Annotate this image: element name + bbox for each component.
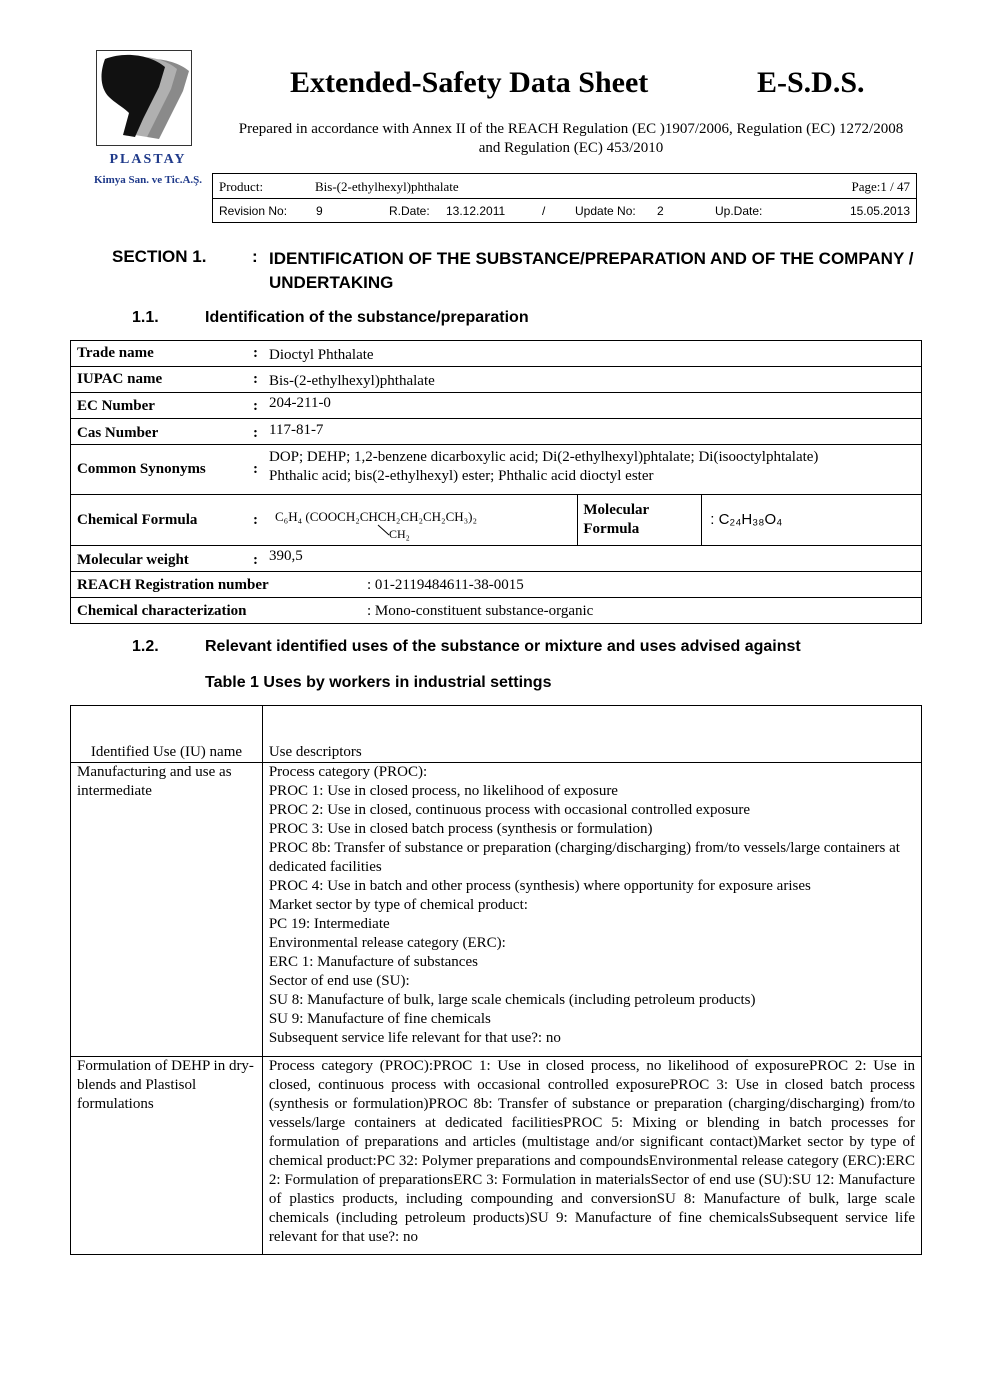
formula-main: C₆H₄ (COOCH₂CHCH₂CH₂CH₂CH₃)₂ — [275, 508, 478, 524]
use-descriptor-line: ERC 1: Manufacture of substances — [268, 954, 478, 970]
formula-branch: CH₂ — [389, 526, 410, 541]
rdate-label: R.Date: — [389, 204, 430, 218]
table-1-caption: Table 1 Uses by workers in industrial settings — [205, 674, 552, 691]
use-descriptor-line: Sector of end use (SU): — [268, 973, 410, 989]
uses-table — [70, 705, 922, 1255]
row-colon: : — [253, 397, 258, 414]
row-colon: : — [253, 424, 258, 441]
section-title: IDENTIFICATION OF THE SUBSTANCE/PREPARATION AND OF THE COMPANY / UNDERTAKING — [269, 249, 914, 292]
logo-name: PLASTAY — [109, 152, 187, 167]
row-colon: : — [253, 344, 258, 361]
column-header-iu-name: Identified Use (IU) name — [90, 744, 243, 760]
iupac-value: Bis-(2-ethylhexyl)phthalate — [269, 372, 435, 389]
section-label: SECTION 1. — [112, 247, 207, 266]
logo-subtitle: Kimya San. ve Tic.A.Ş. — [93, 174, 203, 186]
use-descriptor-text: Process category (PROC):PROC 1: Use in closed process, no likelihood of exposurePROC 2: Use in closed, continuous process with occasional controlled exposurePROC 3: Use in closed batch process (synthesis or formulation)PROC 8b: Transfer of substance or preparation (charging/discharging) from/to vessels/large containers at dedicated facilitiesPROC 5: Mixing or blending in batch processes for formulation of preparations and articles (multistage and/or significant contact)Market sector by type of chemical product:PC 32: Polymer preparations and compoundsEnvironmental release category (ERC):ERC 2: Formulation of preparationsERC 3: Formulation in materialsSector of end use (SU):SU 12: Manufacture of plastics products, including compounding and conversionSU 8: Manufacture of bulk, large scale chemicals (including petroleum products)SU 9: Manufacture of fine chemicalsSubsequent service life relevant for that use?: no — [268, 1058, 915, 1245]
use-descriptor-line: PROC 4: Use in batch and other process (synthesis) where opportunity for exposure arises — [268, 878, 811, 894]
row-colon: : — [253, 370, 258, 387]
table-row — [71, 341, 922, 367]
synonyms-line-2: Phthalic acid; bis(2-ethylhexyl) ester; Phthalic acid dioctyl ester — [269, 467, 654, 484]
use-descriptor-list — [269, 763, 915, 1048]
document-title: Extended-Safety Data Sheet — [290, 66, 649, 99]
molecular-weight-value: 390,5 — [269, 547, 303, 564]
use-descriptor-line: Subsequent service life relevant for that use?: no — [268, 1030, 561, 1046]
subsection-1-1-title: Identification of the substance/preparation — [205, 309, 529, 326]
characterization-value: : Mono-constituent substance-organic — [367, 602, 594, 619]
characterization-label: Chemical characterization — [77, 602, 247, 619]
use-descriptor-line: SU 9: Manufacture of fine chemicals — [268, 1011, 491, 1027]
page-number: Page:1 / 47 — [851, 179, 910, 194]
cas-number-value: 117-81-7 — [269, 421, 324, 438]
update-value: 2 — [657, 204, 664, 218]
ec-number-value: 204-211-0 — [269, 394, 331, 411]
ec-number-label: EC Number — [77, 397, 155, 414]
identification-table — [70, 340, 922, 624]
table-row — [71, 1057, 922, 1255]
molecular-formula-label: Molecular Formula — [583, 501, 649, 537]
revision-row — [213, 199, 916, 223]
product-row — [213, 174, 916, 199]
company-logo — [96, 50, 192, 146]
subsection-1-1-number: 1.1. — [132, 309, 159, 326]
product-value: Bis-(2-ethylhexyl)phthalate — [315, 179, 459, 194]
table-row — [71, 763, 922, 1057]
use-descriptor-line: PROC 8b: Transfer of substance or preparation (charging/discharging) from/to vessels/large containers at dedicated facilities — [268, 840, 900, 875]
reach-label: REACH Registration number — [77, 576, 269, 593]
table-row — [71, 419, 922, 445]
table-row — [71, 495, 922, 546]
use-descriptor-line: PROC 2: Use in closed, continuous process with occasional controlled exposure — [268, 802, 751, 818]
cas-number-label: Cas Number — [77, 424, 159, 441]
date-separator: / — [542, 204, 546, 218]
trade-name-label: Trade name — [77, 344, 154, 361]
subsection-1-2-title: Relevant identified uses of the substance or mixture and uses advised against — [205, 638, 801, 655]
revision-value: 9 — [316, 204, 323, 218]
product-header-table — [212, 173, 917, 223]
reach-value: : 01-2119484611-38-0015 — [367, 576, 524, 593]
update-label: Update No: — [575, 204, 636, 218]
row-colon: : — [253, 511, 258, 528]
table-header-row — [71, 706, 922, 763]
formula-label: Chemical Formula — [77, 511, 198, 528]
molecular-weight-label: Molecular weight — [77, 551, 189, 568]
use-descriptor-line: Process category (PROC): — [268, 764, 428, 780]
trade-name-value: Dioctyl Phthalate — [269, 346, 374, 363]
table-row — [71, 598, 922, 624]
subsection-1-2-number: 1.2. — [132, 638, 159, 655]
use-name: Manufacturing and use as intermediate — [77, 764, 232, 799]
rdate-value: 13.12.2011 — [446, 204, 506, 218]
update-date-label: Up.Date: — [715, 204, 763, 218]
table-row — [71, 546, 922, 572]
row-colon: : — [253, 551, 258, 568]
table-row — [71, 445, 922, 495]
use-name: Formulation of DEHP in dry-blends and Plastisol formulations — [77, 1058, 254, 1112]
revision-label: Revision No: — [219, 204, 288, 218]
update-date-value: 15.05.2013 — [849, 204, 910, 218]
molecular-formula-value: : C₂₄H₃₈O₄ — [710, 510, 783, 528]
use-descriptor-line: Market sector by type of chemical product: — [268, 897, 528, 913]
use-descriptor-line: Environmental release category (ERC): — [268, 935, 506, 951]
document-abbreviation: E-S.D.S. — [757, 66, 865, 99]
product-label: Product: — [219, 179, 264, 194]
use-descriptor-line: PROC 1: Use in closed process, no likelihood of exposure — [268, 783, 618, 799]
synonyms-line-1: DOP; DEHP; 1,2-benzene dicarboxylic acid; Di(2-ethylhexyl)phtalate; Di(isooctylphtalate) — [269, 448, 819, 465]
row-colon: : — [253, 460, 258, 477]
table-row — [71, 393, 922, 419]
table-row — [71, 367, 922, 393]
regulation-note: Prepared in accordance with Annex II of the REACH Regulation (EC )1907/2006, Regulation (EC) 1272/2008 and Regulation (EC) 453/2010 — [238, 121, 904, 156]
use-descriptor-line: SU 8: Manufacture of bulk, large scale chemicals (including petroleum products) — [268, 992, 756, 1008]
iupac-label: IUPAC name — [77, 370, 163, 387]
table-row — [71, 572, 922, 598]
use-descriptor-line: PROC 3: Use in closed batch process (synthesis or formulation) — [268, 821, 653, 837]
column-header-descriptors: Use descriptors — [268, 744, 362, 760]
section-colon: : — [252, 247, 258, 266]
synonyms-label: Common Synonyms — [77, 460, 206, 477]
horse-head-logo-icon — [97, 51, 192, 146]
use-descriptor-line: PC 19: Intermediate — [268, 916, 390, 932]
